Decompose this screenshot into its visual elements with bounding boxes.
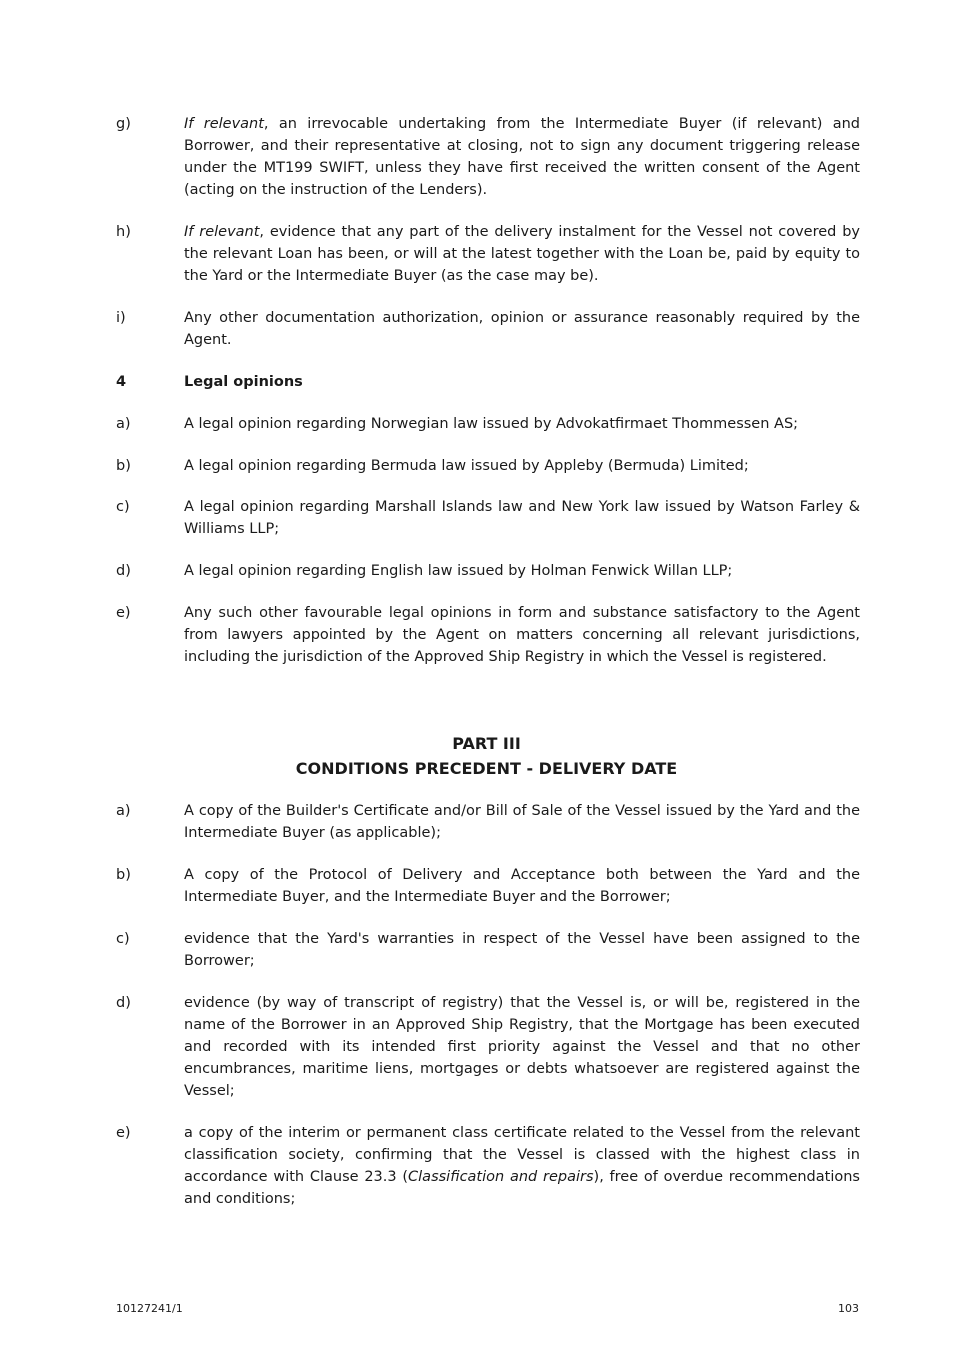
legal-item-d	[116, 560, 860, 582]
section-number: 4	[116, 374, 127, 390]
legal-item-e	[116, 602, 860, 668]
item-body-after: ), free of overdue recommendations and conditions;	[184, 1169, 860, 1207]
item-label: c)	[116, 499, 130, 515]
delivery-item-b	[116, 864, 860, 908]
delivery-item-a	[116, 800, 860, 844]
item-text: A copy of the Builder's Certificate and/or Bill of Sale of the Vessel issued by the Yard and the Intermediate Buyer (as applicable);	[184, 803, 860, 841]
item-label: b)	[116, 458, 131, 474]
item-lead-italic: If relevant	[184, 116, 264, 132]
item-lead-italic: If relevant	[184, 224, 260, 240]
legal-item-a	[116, 413, 860, 435]
item-text: A legal opinion regarding Norwegian law issued by Advokatfirmaet Thommessen AS;	[184, 416, 799, 432]
item-body: , an irrevocable undertaking from the Intermediate Buyer (if relevant) and Borrower, and their representative at closing, not to sign any document triggering release under the MT199 SWIFT, unless they have first received the written consent of the Agent (acting on the instruction of the Lenders).	[184, 116, 860, 198]
item-label: e)	[116, 605, 131, 621]
item-label: c)	[116, 931, 130, 947]
legal-item-c	[116, 496, 860, 540]
item-body: , evidence that any part of the delivery instalment for the Vessel not covered by the relevant Loan has been, or will at the latest together with the Loan be, paid by equity to the Yard or the Intermediate Buyer (as the case may be).	[184, 224, 860, 284]
list-item-g	[116, 113, 860, 201]
item-text: A legal opinion regarding English law issued by Holman Fenwick Willan LLP;	[184, 563, 733, 579]
delivery-item-c	[116, 928, 860, 972]
delivery-item-e	[116, 1122, 860, 1210]
item-text: A copy of the Protocol of Delivery and Acceptance both between the Yard and the Intermediate Buyer, and the Intermediate Buyer and the Borrower;	[184, 867, 860, 905]
item-text	[184, 113, 860, 201]
item-label: d)	[116, 995, 131, 1011]
delivery-item-d	[116, 992, 860, 1102]
list-item-h	[116, 221, 860, 287]
item-label: e)	[116, 1125, 131, 1141]
part-subheading: CONDITIONS PRECEDENT - DELIVERY DATE	[295, 759, 678, 778]
footer-page-number: 103	[838, 1302, 859, 1315]
item-body-before: a copy of the interim or permanent class certificate related to the Vessel from the relevant classification society, confirming that the Vessel is classed with the highest class in accordance with Clause 23.3 (	[184, 1125, 860, 1185]
item-text: Any such other favourable legal opinions in form and substance satisfactory to the Agent from lawyers appointed by the Agent on matters concerning all relevant jurisdictions, including the jurisdiction of the Approved Ship Registry in which the Vessel is registered.	[184, 605, 860, 665]
item-label: b)	[116, 867, 131, 883]
item-text: evidence (by way of transcript of registry) that the Vessel is, or will be, registered in the name of the Borrower in an Approved Ship Registry, that the Mortgage has been executed and recorded with its intended first priority against the Vessel and that no other encumbrances, maritime liens, mortgages or debts whatsoever are registered against the Vessel;	[184, 995, 860, 1099]
item-clause-title-italic: Classification and repairs	[408, 1169, 594, 1185]
legal-item-b	[116, 455, 860, 477]
item-text: Any other documentation authorization, opinion or assurance reasonably required by the Agent.	[184, 310, 860, 348]
section-title: Legal opinions	[184, 374, 303, 390]
item-label: a)	[116, 416, 131, 432]
item-label: i)	[116, 310, 126, 326]
item-label: h)	[116, 224, 131, 240]
list-item-i	[116, 307, 860, 351]
item-text	[184, 221, 860, 287]
section-heading-legal-opinions	[116, 371, 860, 393]
item-text: A legal opinion regarding Marshall Islands law and New York law issued by Watson Farley & Williams LLP;	[184, 499, 860, 537]
item-label: d)	[116, 563, 131, 579]
item-label: a)	[116, 803, 131, 819]
item-text	[184, 1122, 860, 1210]
footer-document-reference: 10127241/1	[116, 1302, 183, 1315]
item-text: A legal opinion regarding Bermuda law issued by Appleby (Bermuda) Limited;	[184, 458, 749, 474]
item-text: evidence that the Yard's warranties in respect of the Vessel have been assigned to the Borrower;	[184, 931, 860, 969]
item-label: g)	[116, 116, 131, 132]
part-heading: PART III	[452, 734, 521, 753]
